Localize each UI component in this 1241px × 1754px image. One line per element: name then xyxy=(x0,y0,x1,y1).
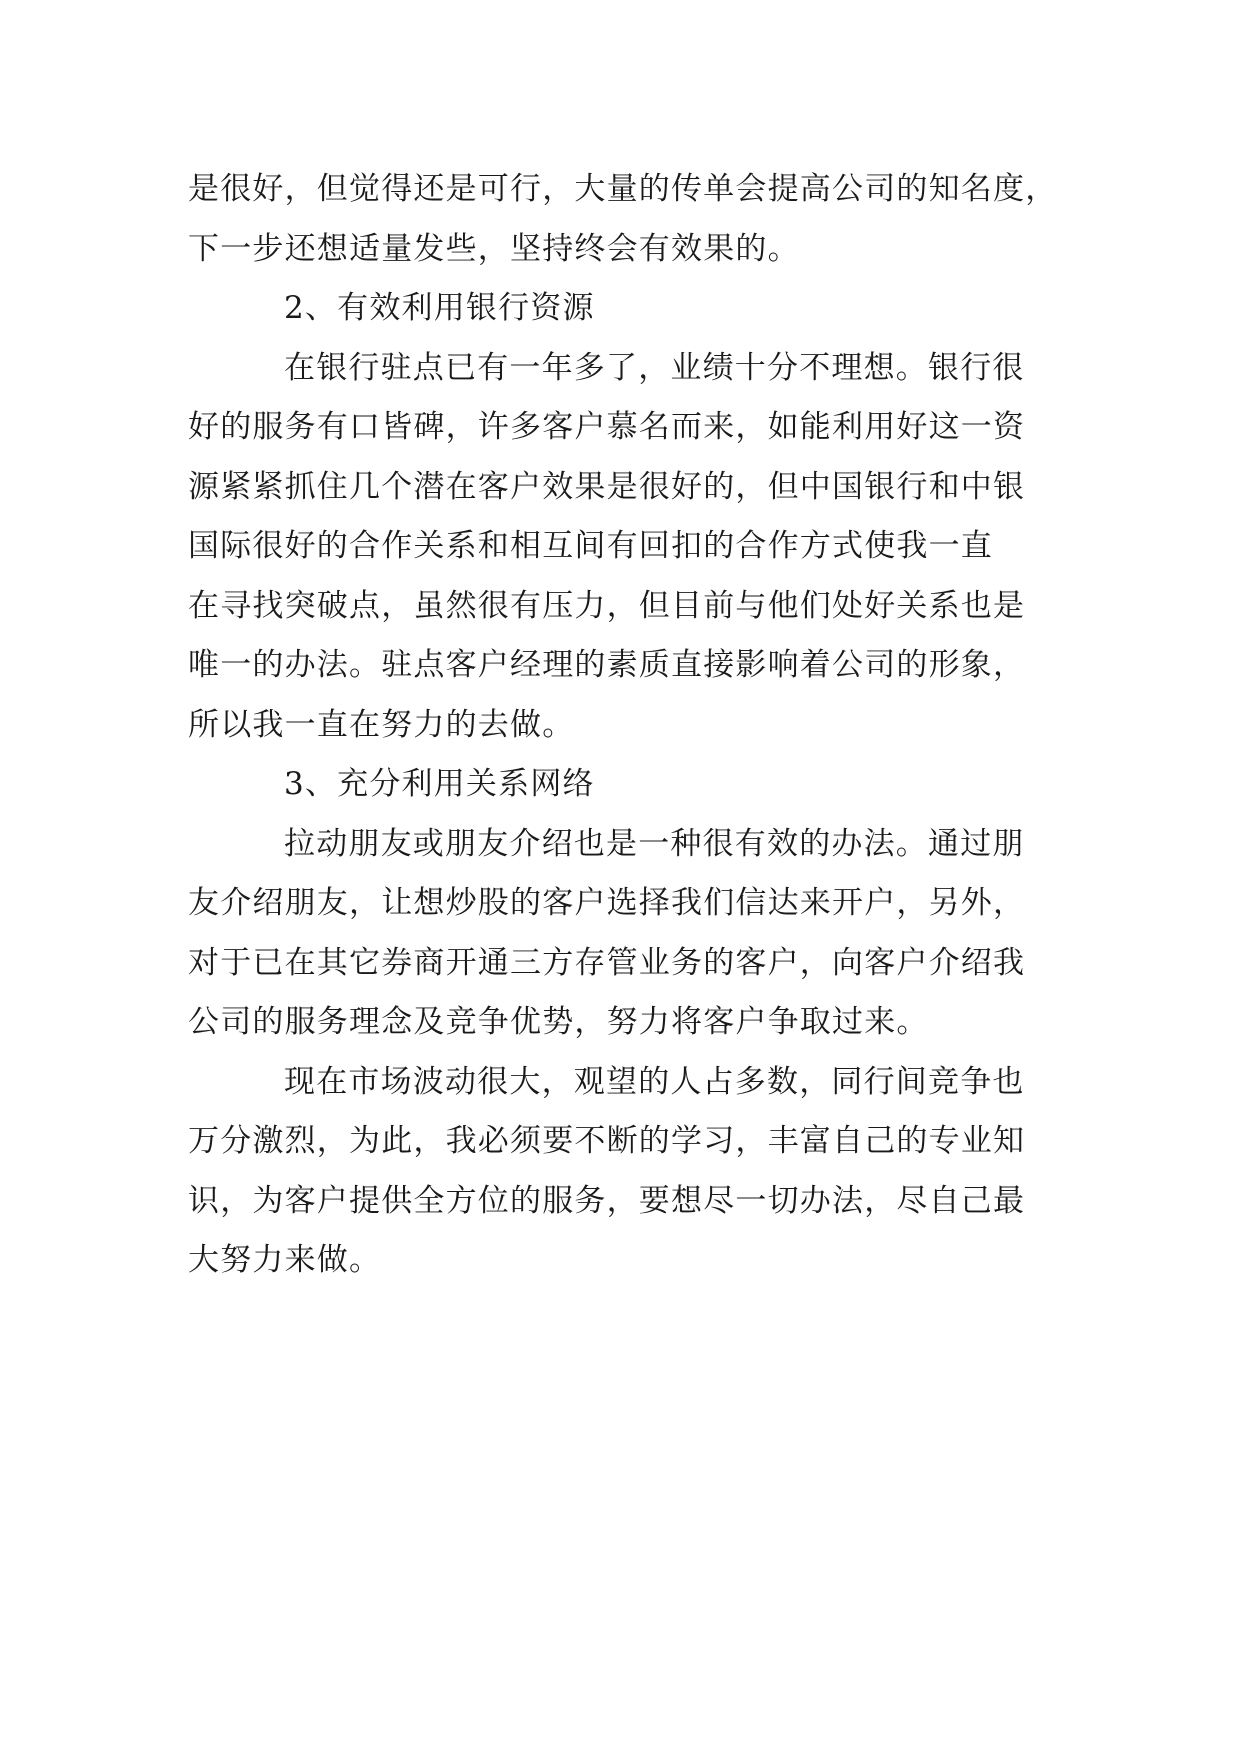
text-line: 是很好，但觉得还是可行，大量的传单会提高公司的知名度， xyxy=(188,171,1058,207)
text-line: 在寻找突破点，虽然很有压力，但目前与他们处好关系也是 xyxy=(188,587,1026,624)
text-line: 下一步还想适量发些，坚持终会有效果的。 xyxy=(188,230,800,267)
text-line: 万分激烈，为此，我必须要不断的学习，丰富自己的专业知 xyxy=(188,1123,1026,1159)
text-line: 公司的服务理念及竞争优势，努力将客户争取过来。 xyxy=(188,1004,929,1040)
text-line: 在银行驻点已有一年多了，业绩十分不理想。银行很 xyxy=(284,349,1025,386)
text-line: 好的服务有口皆碑，许多客户慕名而来，如能利用好这一资 xyxy=(188,409,1026,445)
text-line: 大努力来做。 xyxy=(188,1242,382,1278)
text-line: 国际很好的合作关系和相互间有回扣的合作方式使我一直 xyxy=(188,528,993,564)
document-body xyxy=(188,160,1056,1291)
section-heading: 3、充分利用关系网络 xyxy=(284,766,595,802)
text-line: 友介绍朋友，让想炒股的客户选择我们信达来开户，另外， xyxy=(188,885,1026,921)
text-line: 拉动朋友或朋友介绍也是一种很有效的办法。通过朋 xyxy=(284,825,1025,862)
section-heading: 2、有效利用银行资源 xyxy=(284,290,595,326)
text-line: 对于已在其它券商开通三方存管业务的客户，向客户介绍我 xyxy=(188,944,1026,981)
text-line: 现在市场波动很大，观望的人占多数，同行间竞争也 xyxy=(284,1063,1025,1100)
text-line: 源紧紧抓住几个潜在客户效果是很好的，但中国银行和中银 xyxy=(188,468,1026,505)
text-line: 所以我一直在努力的去做。 xyxy=(188,706,575,743)
text-line: 唯一的办法。驻点客户经理的素质直接影响着公司的形象， xyxy=(188,647,1026,683)
text-line: 识，为客户提供全方位的服务，要想尽一切办法，尽自己最 xyxy=(188,1182,1026,1219)
